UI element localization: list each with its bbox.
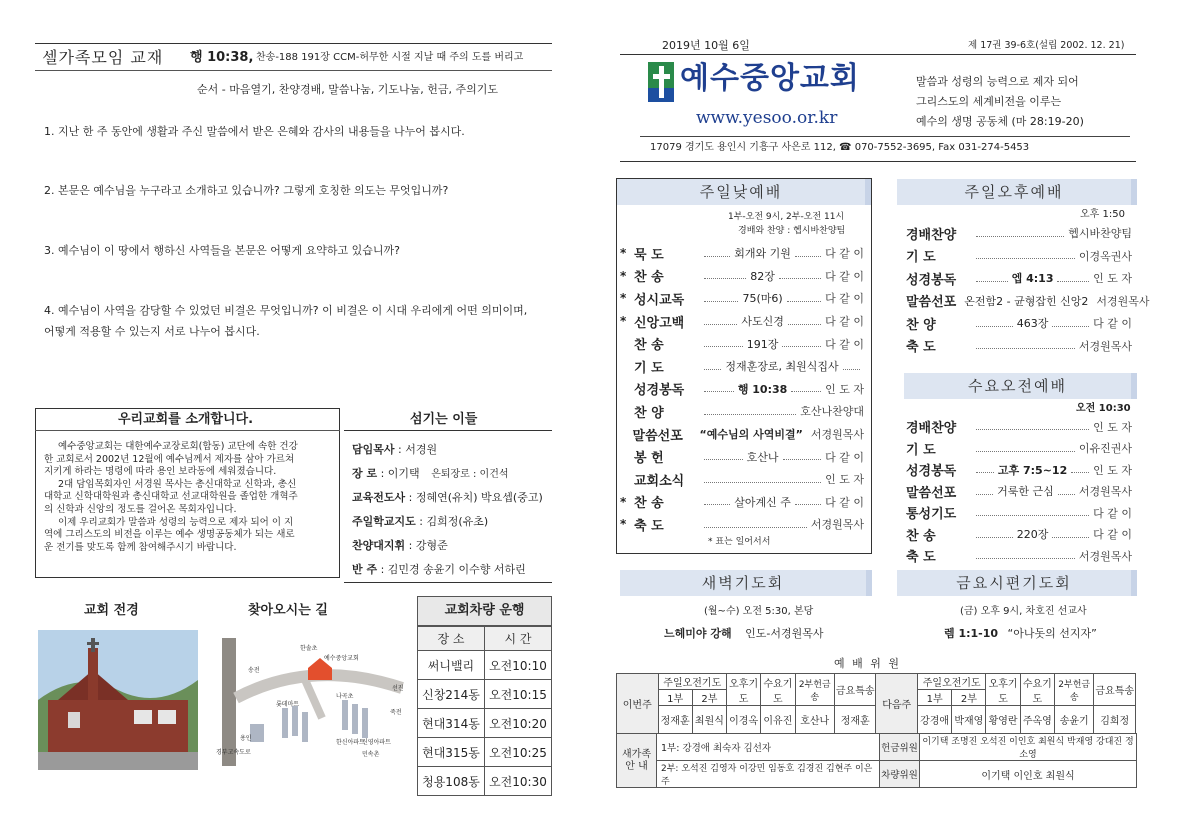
service-row (906, 335, 1132, 358)
service-label: 성시교독 (634, 292, 685, 308)
sunday-am-title-text: 주일낮예배 (699, 183, 783, 201)
service-label: 교회소식 (634, 473, 685, 489)
service-label: 기 도 (906, 250, 936, 266)
intro-line: 대학교 신학대학원과 총신대학교 선교대학원을 졸업한 개혁주 (44, 491, 298, 503)
leader-dots (976, 423, 1089, 430)
service-label: 말씀선포 (906, 485, 957, 501)
this-value: 정재훈 (658, 706, 692, 734)
newfamily-label: 새가족 안 내 (617, 734, 657, 788)
intro-line: 의 신학과 신앙의 정도를 걸어온 목회자입니다. (44, 503, 237, 515)
stand-mark: * (620, 268, 627, 283)
map-label: 죽전 (390, 709, 402, 716)
map-label: 신영아파트 (362, 739, 391, 746)
leader-dots (976, 342, 1075, 349)
next-week-label: 다음주 (876, 674, 918, 734)
leader-dots (795, 498, 821, 505)
service-leader: 인 도 자 (1093, 272, 1133, 286)
service-label: 기 도 (634, 360, 664, 376)
wednesday-title (904, 373, 1137, 399)
vehicle-place: 현대314동 (418, 709, 485, 738)
service-detail: “예수님의 사역비결” (699, 428, 803, 442)
leader-dots (779, 272, 821, 279)
service-leader: 다 같 이 (825, 450, 865, 464)
cell-verse: 행 10:38, (190, 50, 254, 65)
leader-dots (704, 340, 743, 347)
friday-title-text: 금요시편기도회 (956, 574, 1072, 592)
church-motto (916, 72, 1084, 132)
service-detail: 고후 7:5~12 (997, 463, 1068, 477)
service-row (620, 491, 864, 514)
question-1: 1. 지난 한 주 동안에 생활과 주신 말씀에서 받은 은혜와 감사의 내용들을 나누어 봅시다. (44, 125, 465, 138)
server-role: 담임목사 (352, 443, 395, 456)
service-detail: 살아계신 주 (734, 495, 791, 509)
this-head-2: 2부 (692, 690, 726, 706)
server-role: 찬양대지휘 (352, 539, 406, 552)
dawn-time: (월~수) 오전 5:30, 본당 (704, 606, 814, 617)
service-row (906, 222, 1132, 245)
service-detail: 463장 (1016, 317, 1049, 331)
leader-dots (783, 453, 822, 460)
map-label: 용인 (240, 735, 252, 742)
question-2: 2. 본문은 예수님을 누구라고 소개하고 있습니까? 그렇게 호칭한 의도는 무엇입니까? (44, 184, 449, 197)
leader-dots (976, 552, 1075, 559)
service-label: 기 도 (906, 442, 936, 458)
cell-title: 셀가족모임 교재 (42, 48, 164, 67)
server-name: : 강형준 (408, 539, 448, 552)
service-row (906, 290, 1150, 313)
vehicle-time: 오전10:30 (484, 767, 551, 796)
service-label: 통성기도 (906, 507, 957, 523)
service-label: 축 도 (906, 550, 936, 566)
next-value: 강경애 (917, 706, 951, 734)
service-leader: 다 같 이 (825, 315, 865, 329)
motto-line: 예수의 생명 공동체 (마 28:19-20) (916, 115, 1084, 128)
church-address: 17079 경기도 용인시 기흥구 사은로 112, ☎ 070-7552-3695, Fax 031-274-5453 (650, 142, 1030, 153)
service-label: 봉 헌 (634, 451, 664, 467)
next-head-special: 금요특송 (1094, 674, 1136, 706)
friday-time: (금) 오후 9시, 차호진 선교사 (960, 606, 1087, 617)
meeting-order: 순서 - 마음열기, 찬양경배, 말씀나눔, 기도나눔, 헌금, 주의기도 (197, 83, 498, 96)
intro-line: 2대 담임목회자인 서경원 목사는 총신대학교 신학과, 총신 (58, 478, 297, 490)
service-leader: 다 같 이 (825, 337, 864, 351)
leader-dots (1057, 275, 1089, 282)
service-detail: 거룩한 근심 (997, 485, 1054, 499)
wednesday-title-text: 수요오전예배 (968, 377, 1067, 395)
server-name: : 이기택 (380, 467, 420, 480)
dawn-line (664, 628, 823, 639)
church-photo (38, 630, 198, 770)
server-row (352, 513, 557, 537)
server-role: 반 주 (352, 563, 378, 576)
leader-dots (782, 340, 821, 347)
server-name: : 김민경 송윤기 이수향 서하린 (380, 563, 526, 576)
question-4: 4. 예수님이 사역을 감당할 수 있었던 비결은 무엇입니까? 이 비결은 이 시대 우리에게 어떤 의미이며, (44, 304, 528, 317)
service-leader: 다 같 이 (1093, 317, 1132, 331)
dawn-title-text: 새벽기도회 (701, 574, 785, 592)
leader-dots (704, 408, 796, 415)
leader-dots (1052, 320, 1089, 327)
service-row (906, 481, 1132, 503)
leader-dots (1052, 531, 1089, 538)
leader-dots (704, 295, 738, 302)
service-row (620, 310, 864, 333)
map-label: 송전 (248, 667, 260, 674)
service-label: 찬 송 (634, 496, 664, 512)
service-leader: 다 같 이 (825, 495, 865, 509)
service-label: 경배찬양 (906, 421, 957, 437)
server-row (352, 441, 557, 465)
sunday-am-sub2: 경배와 찬양 : 헵시바찬양팀 (738, 226, 846, 236)
leader-dots (787, 295, 821, 302)
leader-dots (704, 363, 721, 370)
this-head-special: 금요특송 (834, 674, 876, 706)
leader-dots (704, 272, 746, 279)
service-row (906, 545, 1132, 567)
stand-mark: * (620, 291, 627, 306)
friday-line (944, 628, 1097, 639)
service-leader: 서경원목사 (1078, 549, 1132, 563)
intro-line: 한 교회로서 2002년 12월에 예수님께서 제자를 삼아 가르쳐 (44, 453, 295, 465)
leader-dots (976, 230, 1064, 237)
bulletin-date: 2019년 10월 6일 (662, 39, 750, 52)
map-label: 한신아파트 (336, 739, 365, 746)
next-value: 김희정 (1094, 706, 1136, 734)
this-head-wed: 수요기도 (761, 674, 795, 706)
service-detail: 82장 (750, 269, 775, 283)
vehicle-table (417, 626, 552, 796)
service-row (620, 378, 864, 401)
newfamily-1: 1부: 강경애 최숙자 김선자 (657, 734, 880, 761)
wednesday-time: 오전 10:30 (1076, 403, 1131, 414)
service-detail: 행 10:38 (737, 382, 788, 396)
service-row (906, 267, 1132, 290)
next-head-sunday: 주일오전기도 (917, 674, 986, 690)
service-team-table (616, 733, 1137, 788)
map-label: 경부고속도로 (216, 749, 251, 756)
intro-text (44, 441, 334, 554)
leader-dots (1058, 488, 1075, 495)
committee-table (616, 673, 1136, 734)
service-detail: 엡 4:13 (1011, 272, 1054, 286)
stand-mark: * (620, 494, 627, 509)
church-view-title: 교회 전경 (84, 603, 139, 618)
this-value: 호산나 (795, 706, 834, 734)
dawn-line-text: 인도-서경원목사 (745, 627, 824, 640)
vehicle-time: 오전10:15 (484, 680, 551, 709)
service-label: 축 도 (906, 340, 936, 356)
service-row (906, 245, 1132, 268)
leader-dots (1071, 466, 1089, 473)
service-row (620, 400, 864, 423)
intro-line: 이제 우리교회가 말씀과 성령의 능력으로 제자 되어 이 지 (58, 516, 294, 528)
server-role: 주일학교지도 (352, 515, 416, 528)
vehicle-place: 써니밸리 (418, 651, 485, 680)
leader-dots (976, 320, 1013, 327)
this-value: 정재훈 (834, 706, 876, 734)
this-head-1: 1부 (658, 690, 692, 706)
service-leader: 호산나찬양대 (800, 405, 864, 419)
leader-dots (976, 509, 1089, 516)
service-detail: 정재훈장로, 최원식집사 (725, 360, 839, 374)
this-week-label: 이번주 (617, 674, 659, 734)
church-name: 예수중앙교회 (680, 61, 860, 96)
service-row (620, 242, 864, 265)
parking-label: 차량위원 (880, 761, 920, 788)
leader-dots (704, 385, 734, 392)
committee-title: 예 배 위 원 (834, 657, 901, 670)
map-label: 롯데마트 (276, 701, 300, 708)
leader-dots (791, 385, 821, 392)
service-row (620, 332, 864, 355)
leader-dots (704, 453, 743, 460)
stand-mark: * (620, 517, 627, 532)
service-row (620, 445, 864, 468)
service-leader: 다 같 이 (1093, 528, 1132, 542)
service-leader: 다 같 이 (825, 247, 865, 261)
service-label: 찬 송 (634, 338, 664, 354)
service-leader: 서경원목사 (1096, 294, 1150, 308)
this-value: 이유진 (761, 706, 795, 734)
next-head-offer: 2부헌금송 (1054, 674, 1093, 706)
friday-title (897, 570, 1137, 596)
service-leader: 이유진권사 (1078, 442, 1132, 456)
map-label: 한솔초 (300, 645, 318, 652)
map-label: 예수중앙교회 (324, 655, 359, 662)
server-extra: 은퇴장로 : 이건석 (431, 469, 509, 480)
sunday-pm-title-text: 주일오후예배 (964, 183, 1064, 201)
leader-dots (704, 498, 730, 505)
service-row (620, 265, 864, 288)
this-head-offer: 2부헌금송 (795, 674, 834, 706)
church-website[interactable]: www.yesoo.or.kr (696, 108, 838, 128)
leader-dots (976, 252, 1075, 259)
newfamily-2: 2부: 오석진 김영자 이강민 임동호 김경진 김현주 이은주 (657, 761, 880, 788)
motto-line: 그리스도의 세계비전을 이루는 (916, 95, 1062, 108)
next-value: 주옥영 (1020, 706, 1054, 734)
service-detail: 사도신경 (741, 315, 784, 329)
sunday-am-footnote: * 표는 일어서서 (708, 537, 771, 547)
leader-dots (795, 250, 821, 257)
service-detail: 220장 (1016, 528, 1049, 542)
friday-line-text: “아나돗의 선지자” (1007, 627, 1097, 640)
next-head-2: 2부 (952, 690, 986, 706)
servers-list (352, 441, 557, 585)
service-leader: 인 도 자 (1093, 463, 1132, 477)
service-label: 축 도 (634, 518, 664, 534)
this-head-pm: 오후기도 (727, 674, 761, 706)
motto-line: 말씀과 성령의 능력으로 제자 되어 (916, 75, 1079, 88)
leader-dots (704, 476, 821, 483)
question-3: 3. 예수님이 이 땅에서 행하신 사역들을 본문은 어떻게 요약하고 있습니까? (44, 244, 400, 257)
server-row (352, 537, 557, 561)
service-label: 성경봉독 (906, 272, 957, 288)
service-leader: 다 같 이 (1093, 506, 1132, 520)
intro-line: 역에 그리스도의 비전을 이루는 예수 생명공동체가 되는 새로 (44, 529, 295, 541)
next-head-1: 1부 (917, 690, 951, 706)
leader-dots (704, 318, 737, 325)
this-value: 최원식 (692, 706, 726, 734)
vehicle-title (417, 596, 552, 626)
service-leader: 다 같 이 (825, 292, 864, 306)
service-detail: 191장 (746, 337, 779, 351)
leader-dots (843, 363, 860, 370)
service-label: 찬 송 (634, 270, 664, 286)
service-label: 말씀선포 (906, 295, 957, 311)
service-label: 성경봉독 (906, 464, 957, 480)
service-detail: 회개와 기원 (734, 247, 791, 261)
leader-dots (976, 275, 1008, 282)
vehicle-place: 신창214동 (418, 680, 485, 709)
intro-line: 운 전기를 맞도록 함께 참여해주시기 바랍니다. (44, 541, 237, 553)
server-name: : 서경원 (398, 443, 438, 456)
server-role: 교육전도사 (352, 491, 406, 504)
vehicle-time: 오전10:20 (484, 709, 551, 738)
service-label: 묵 도 (634, 247, 664, 263)
service-leader: 인 도 자 (1093, 420, 1132, 434)
sunday-am-title (617, 179, 871, 205)
service-label: 경배찬양 (906, 227, 957, 243)
next-head-wed: 수요기도 (1020, 674, 1054, 706)
service-label: 찬 송 (906, 528, 936, 544)
service-label: 성경봉독 (634, 383, 685, 399)
server-role: 장 로 (352, 467, 378, 480)
stand-mark: * (620, 314, 627, 329)
map-label: 민속촌 (362, 751, 380, 758)
service-row (620, 423, 864, 446)
service-leader: 인 도 자 (825, 473, 864, 487)
service-leader: 서경원목사 (1078, 485, 1132, 499)
service-row (620, 355, 864, 378)
next-value: 송윤기 (1054, 706, 1093, 734)
service-row (620, 513, 864, 536)
friday-line-bold: 렘 1:1-10 (944, 627, 999, 640)
question-4-cont: 어떻게 적용할 수 있는지 서로 나누어 봅시다. (44, 325, 260, 338)
service-leader: 서경원목사 (810, 518, 864, 532)
next-head-pm: 오후기도 (986, 674, 1020, 706)
leader-dots (976, 466, 994, 473)
service-detail: 온전함2 - 균형잡힌 신앙2 (964, 294, 1089, 308)
server-row (352, 489, 557, 513)
service-label: 찬 양 (634, 405, 664, 421)
leader-dots (976, 488, 993, 495)
service-leader: 인 도 자 (825, 382, 865, 396)
service-label: 말씀선포 (632, 428, 683, 444)
vehicle-head-place: 장 소 (418, 627, 485, 651)
servers-title: 섬기는 이들 (410, 412, 478, 427)
vehicle-place: 청용108동 (418, 767, 485, 796)
intro-line: 지키게 하라는 명령에 따라 용인 보라동에 세워졌습니다. (44, 466, 277, 478)
vehicle-title-text: 교회차량 운행 (444, 603, 525, 618)
service-row (906, 416, 1132, 438)
map-label: 나곡초 (336, 693, 354, 700)
bulletin-issue: 제 17권 39-6호(설립 2002. 12. 21) (968, 40, 1125, 51)
leader-dots (788, 318, 821, 325)
intro-title: 우리교회를 소개합니다. (118, 412, 254, 427)
sunday-pm-title (897, 179, 1137, 205)
vehicle-head-time: 시 간 (484, 627, 551, 651)
service-leader: 서경원목사 (810, 428, 864, 442)
dawn-line-bold: 느헤미야 강해 (664, 627, 732, 640)
service-leader: 헵시바찬양팀 (1068, 227, 1132, 241)
vehicle-place: 현대315동 (418, 738, 485, 767)
dawn-title (620, 570, 872, 596)
service-leader: 이경옥권사 (1078, 249, 1132, 263)
service-label: 찬 양 (906, 317, 936, 333)
parking-names: 이기택 이인호 최원식 (920, 761, 1137, 788)
stand-mark: * (620, 246, 627, 261)
server-name: : 김희정(유초) (419, 515, 489, 528)
next-value: 박재영 (952, 706, 986, 734)
directions-title: 찾아오시는 길 (248, 603, 328, 618)
service-leader: 다 같 이 (825, 269, 864, 283)
this-head-sunday: 주일오전기도 (658, 674, 727, 690)
server-row (352, 465, 557, 489)
sunday-am-sub1: 1부-오전 9시, 2부-오전 11시 (728, 212, 845, 222)
intro-line: 예수중앙교회는 대한예수교장로회(합동) 교단에 속한 건강 (58, 441, 298, 452)
service-leader: 서경원목사 (1078, 339, 1132, 353)
offering-names: 이기택 조명진 오석진 이인호 최원식 박재영 강대진 정소영 (920, 734, 1137, 761)
service-row (906, 459, 1132, 481)
leader-dots (704, 250, 730, 257)
service-row (906, 502, 1132, 524)
service-label: 신앙고백 (634, 315, 685, 331)
sunday-pm-time: 오후 1:50 (1080, 209, 1125, 220)
church-logo-icon (648, 62, 674, 102)
service-row (620, 468, 864, 491)
leader-dots (976, 445, 1075, 452)
next-value: 황영란 (986, 706, 1020, 734)
offering-label: 헌금위원 (880, 734, 920, 761)
cell-song: 찬송-188 191장 CCM-허무한 시절 지날 때 주의 도를 버리고 (256, 52, 524, 63)
server-name: : 정혜연(유치) 박요셉(중고) (408, 491, 543, 504)
service-row (906, 312, 1132, 335)
service-detail: 75(마6) (742, 292, 783, 306)
leader-dots (704, 521, 807, 528)
service-row (620, 287, 864, 310)
vehicle-time: 오전10:25 (484, 738, 551, 767)
directions-map (212, 628, 410, 770)
map-label: 선진 (392, 685, 404, 692)
service-row (906, 438, 1132, 460)
vehicle-time: 오전10:10 (484, 651, 551, 680)
this-value: 이경옥 (727, 706, 761, 734)
leader-dots (976, 531, 1013, 538)
service-detail: 호산나 (746, 450, 779, 464)
service-row (906, 524, 1132, 546)
